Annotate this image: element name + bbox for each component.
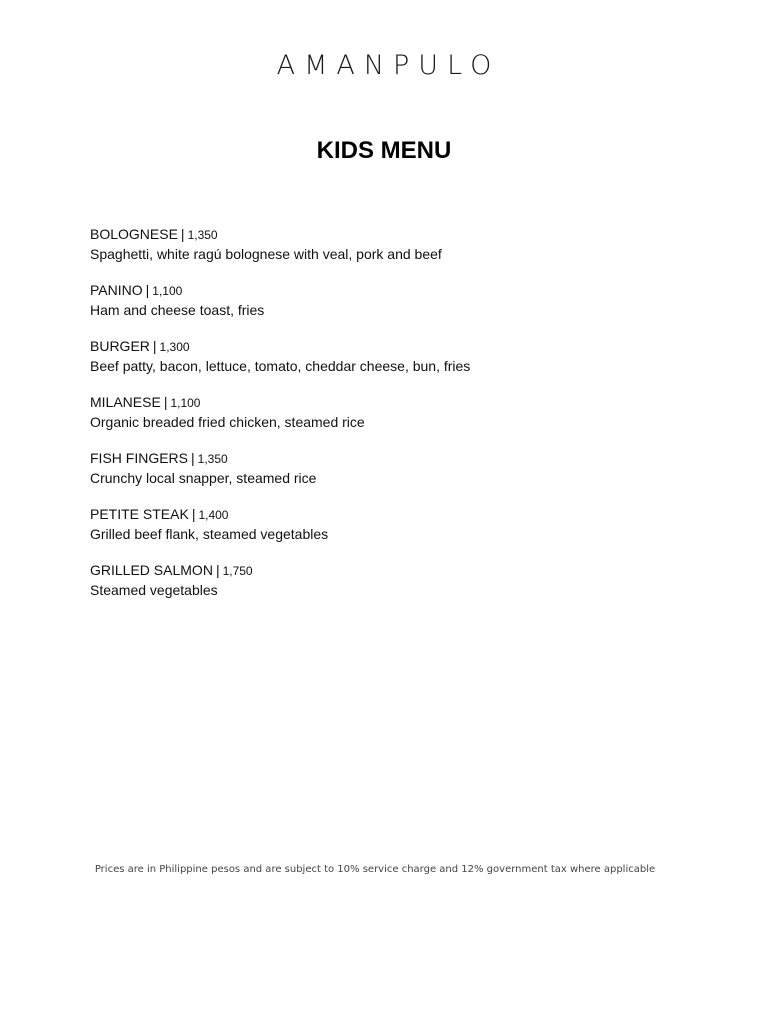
menu-item-price: 1,350: [187, 228, 218, 242]
menu-item-price: 1,350: [197, 452, 228, 466]
menu-item-name: PANINO: [90, 282, 143, 298]
menu-item-name: BOLOGNESE: [90, 226, 178, 242]
menu-item-bolognese: [90, 225, 710, 264]
menu-item-description: Organic breaded fried chicken, steamed rice: [90, 414, 365, 430]
menu-item-description: Grilled beef flank, steamed vegetables: [90, 526, 329, 542]
menu-item-panino: [90, 281, 710, 320]
pricing-footnote: Prices are in Philippine pesos and are subject to 10% service charge and 12% government tax where applicable: [94, 864, 656, 875]
menu-item-price: 1,750: [222, 564, 253, 578]
menu-item-description: Ham and cheese toast, fries: [90, 302, 265, 318]
price-separator: |: [163, 394, 168, 410]
menu-item-name: PETITE STEAK: [90, 506, 189, 522]
menu-item-heading: [90, 281, 710, 301]
menu-item-grilled-salmon: [90, 561, 710, 600]
menu-item-description: Spaghetti, white ragú bolognese with veal, pork and beef: [90, 246, 442, 262]
menu-item-heading: [90, 449, 710, 469]
menu-item-milanese: [90, 393, 710, 432]
menu-item-price: 1,100: [170, 396, 201, 410]
menu-item-name: BURGER: [90, 338, 150, 354]
menu-item-name: MILANESE: [90, 394, 161, 410]
menu-item-price: 1,400: [198, 508, 229, 522]
menu-item-name: GRILLED SALMON: [90, 562, 213, 578]
price-separator: |: [191, 506, 196, 522]
price-separator: |: [215, 562, 220, 578]
menu-item-heading: [90, 393, 710, 413]
menu-item-description: Steamed vegetables: [90, 582, 218, 598]
menu-item-description: Beef patty, bacon, lettuce, tomato, cheddar cheese, bun, fries: [90, 358, 471, 374]
price-separator: |: [145, 282, 150, 298]
price-separator: |: [152, 338, 157, 354]
menu-item-heading: [90, 561, 710, 581]
price-separator: |: [180, 226, 185, 242]
menu-item-petite-steak: [90, 505, 710, 544]
menu-item-heading: [90, 505, 710, 525]
menu-item-name: FISH FINGERS: [90, 450, 189, 466]
menu-item-heading: [90, 225, 710, 245]
menu-item-burger: [90, 337, 710, 376]
price-separator: |: [191, 450, 195, 466]
menu-item-price: 1,300: [159, 340, 190, 354]
brand-logo-text: AMANPULO: [276, 50, 501, 81]
menu-item-price: 1,100: [152, 284, 183, 298]
menu-item-description: Crunchy local snapper, steamed rice: [90, 470, 317, 486]
menu-item-heading: [90, 337, 710, 357]
menu-list: [90, 225, 710, 617]
page-title: KIDS MENU: [316, 137, 452, 164]
menu-item-fish-fingers: [90, 449, 710, 488]
